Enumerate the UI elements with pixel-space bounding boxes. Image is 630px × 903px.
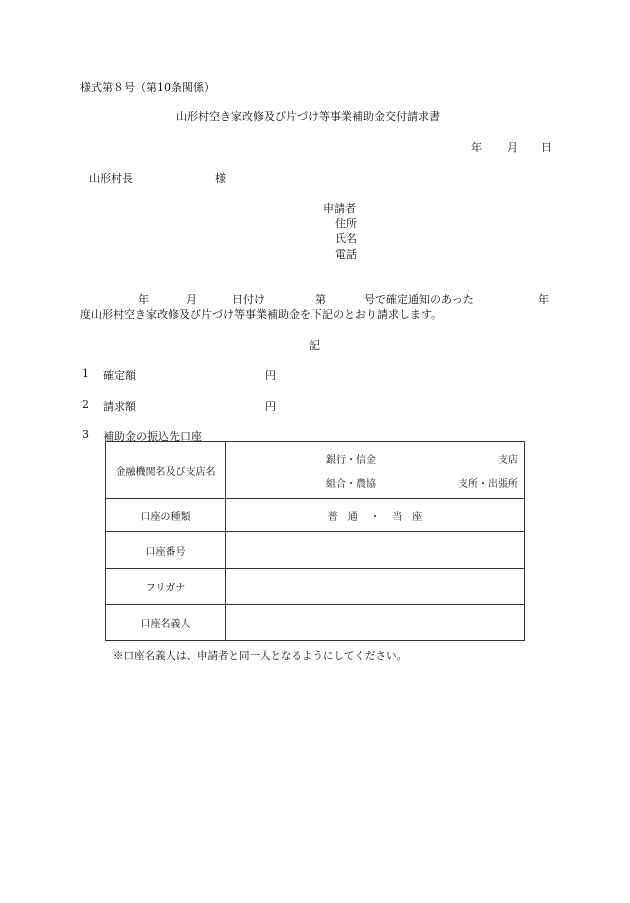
account-holder-note: ※口座名義人は、申請者と同一人となるようにしてください。 <box>113 650 407 662</box>
item-2-unit: 円 <box>265 400 276 413</box>
applicant-address-label: 住所 <box>335 217 357 230</box>
account-type-separator: ・ <box>370 511 380 523</box>
form-title: 山形村空き家改修及び片づけ等事業補助金交付請求書 <box>176 110 440 123</box>
table-row <box>106 499 525 532</box>
account-type-toza[interactable]: 当 座 <box>392 511 423 523</box>
account-number-label-cell <box>106 532 226 569</box>
date-year: 年 <box>471 141 482 154</box>
addressee-name: 山形村長 <box>89 172 133 185</box>
account-number-label: 口座番号 <box>145 546 186 558</box>
account-type-field[interactable] <box>226 499 525 532</box>
item-3-label: 補助金の振込先口座 <box>103 430 202 443</box>
furigana-field[interactable] <box>226 569 525 605</box>
bank-name-field[interactable] <box>226 442 525 499</box>
table-row <box>106 532 525 569</box>
item-2-label: 請求額 <box>103 400 136 413</box>
date-month: 月 <box>507 141 518 154</box>
item-3-number: 3 <box>82 428 89 441</box>
account-type-label: 口座の種類 <box>140 511 191 523</box>
date-day: 日 <box>541 141 552 154</box>
body-line2: 度山形村空き家改修及び片づけ等事業補助金を下記のとおり請求します。 <box>80 308 443 321</box>
account-type-futsu[interactable]: 普 通 <box>327 511 358 523</box>
bank-type-top: 銀行・信金 <box>326 455 376 466</box>
table-row <box>106 569 525 605</box>
bank-account-table <box>105 441 525 641</box>
applicant-name-label: 氏名 <box>335 232 357 245</box>
table-row <box>106 605 525 641</box>
account-holder-label: 口座名義人 <box>140 619 191 630</box>
body-year: 年 <box>138 293 149 306</box>
table-row <box>106 442 525 499</box>
bank-name-label: 金融機関名及び支店名 <box>115 466 216 478</box>
account-type-label-cell <box>106 499 226 532</box>
account-holder-label-cell <box>106 605 226 641</box>
body-dai: 第 <box>315 293 326 306</box>
account-number-field[interactable] <box>226 532 525 569</box>
ki-heading: 記 <box>309 339 320 352</box>
item-1-label: 確定額 <box>103 369 136 382</box>
form-number: 様式第８号（第10条関係） <box>80 81 215 94</box>
item-1-unit: 円 <box>265 369 276 382</box>
bank-type-bottom: 組合・農協 <box>326 479 376 490</box>
furigana-label-cell <box>106 569 226 605</box>
account-holder-field[interactable] <box>226 605 525 641</box>
branch-top: 支店 <box>498 455 518 466</box>
body-year2: 年 <box>538 293 549 306</box>
addressee-honorific: 様 <box>215 172 226 185</box>
bank-name-label-cell <box>106 442 226 499</box>
body-month: 月 <box>186 293 197 306</box>
furigana-label: フリガナ <box>145 583 186 594</box>
item-2-number: 2 <box>82 398 89 411</box>
branch-bottom: 支所・出張所 <box>458 479 518 490</box>
item-1-number: 1 <box>82 367 89 380</box>
body-rest: 号で確定通知のあった <box>364 293 474 306</box>
applicant-heading: 申請者 <box>323 202 356 215</box>
body-dated: 日付け <box>232 293 265 306</box>
applicant-phone-label: 電話 <box>335 248 357 261</box>
